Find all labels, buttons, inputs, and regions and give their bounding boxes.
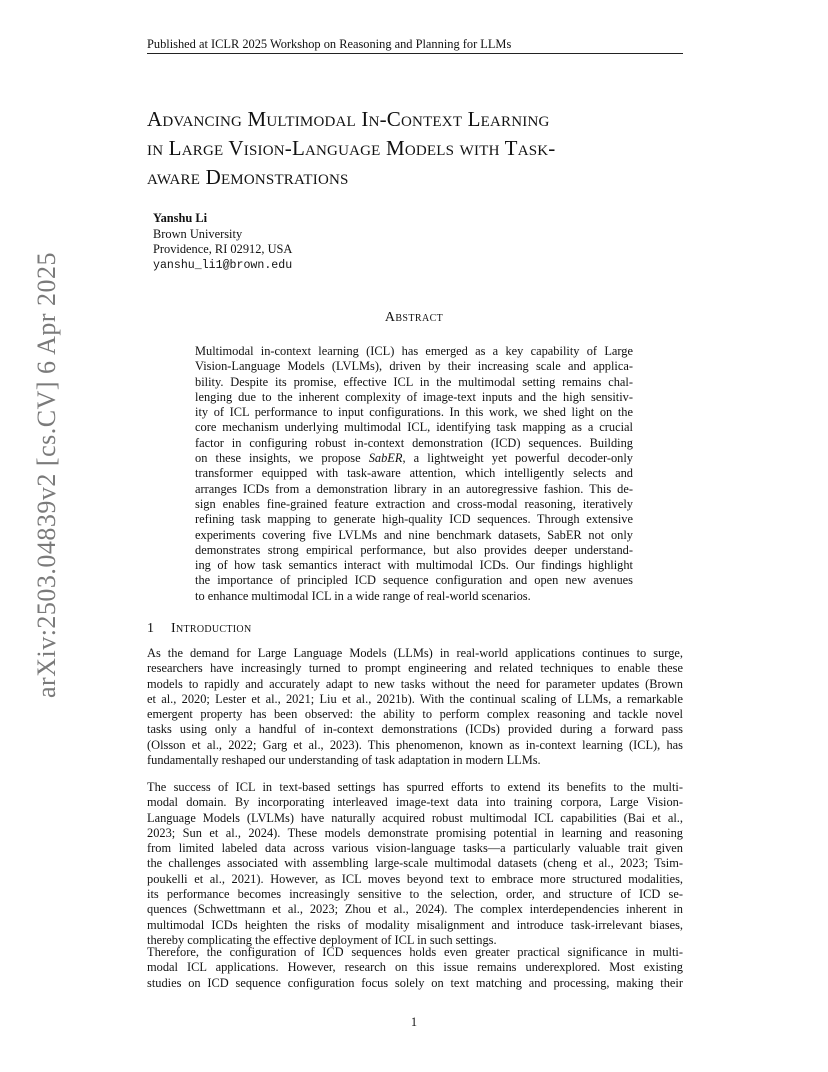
abstract-line: transformer equipped with task-aware attention, which intelligently selects and <box>195 466 633 481</box>
author-block <box>153 211 513 273</box>
body-paragraph <box>147 945 683 991</box>
body-line: multimodal ICDs heighten the risks of modality misalignment and introduce task-irrelevant biases, <box>147 917 683 932</box>
arxiv-identifier: arXiv:2503.04839v2 [cs.CV] 6 Apr 2025 <box>32 251 61 699</box>
section-title: Introduction <box>171 621 252 636</box>
body-line: thereby complicating the effective deployment of ICL in such settings. <box>147 932 497 947</box>
body-line: emergent property has been observed: the ability to perform complex reasoning and tackle novel <box>147 707 683 722</box>
abstract-line: the importance of principled ICD sequence configuration and open new avenues <box>195 573 633 588</box>
abstract-line: refining task mapping to generate high-quality ICD sequences. Through extensive <box>195 512 633 527</box>
abstract-line: experiments covering five LVLMs and nine benchmark datasets, SabER not only <box>195 527 633 542</box>
author-name: Yanshu Li <box>153 211 208 225</box>
model-name-emphasis: SabER <box>368 451 403 466</box>
abstract-text <box>195 344 633 604</box>
body-paragraph <box>147 780 683 948</box>
body-line: researchers have increasingly turned to prompt engineering and related techniques to enable these <box>147 661 683 676</box>
section-number: 1 <box>147 621 155 636</box>
abstract-line: sign enables fine-grained feature extraction and cross-modal reasoning, iteratively <box>195 496 633 511</box>
abstract-heading: Abstract <box>384 310 444 325</box>
body-line: 2023; Sun et al., 2024). These models demonstrate promising potential in learning and reasoning <box>147 825 683 840</box>
header-rule <box>147 53 683 54</box>
abstract-line: on these insights, we propose SabER, a lightweight yet powerful decoder-only <box>195 451 634 466</box>
abstract-line: arranges ICDs from a demonstration library in an autoregressive fashion. This de- <box>195 481 633 496</box>
abstract-line: Multimodal in-context learning (ICL) has emerged as a key capability of Large <box>195 344 633 358</box>
title-line: Advancing Multimodal In-Context Learning <box>147 107 550 131</box>
abstract-line: demonstrates strong empirical performance, but also provides deeper understand- <box>195 542 633 557</box>
abstract-line: to enhance multimodal ICL in a wide range of real-world scenarios. <box>195 588 531 603</box>
abstract-line: bility. Despite its promise, effective ICL in the multimodal setting remains chal- <box>195 374 633 389</box>
body-paragraph <box>147 646 683 768</box>
section-heading <box>147 621 251 637</box>
abstract-line: Vision-Language Models (LVLMs), driven by their increasing scale and applica- <box>195 359 633 374</box>
page-number: 1 <box>410 1015 418 1029</box>
body-line: models to rapidly and accurately adapt to new tasks without the need for parameter updates (Brown <box>147 676 683 691</box>
body-line: modal domain. By incorporating interleaved image-text data into training corpora, Large Vision- <box>147 795 683 810</box>
author-address: Providence, RI 02912, USA <box>153 242 293 256</box>
body-line: Language Models (LVLMs) have naturally acquired robust multimodal ICL capabilities (Bai et al., <box>147 810 683 825</box>
author-email: yanshu_li1@brown.edu <box>153 258 293 272</box>
title-line: aware Demonstrations <box>147 165 349 189</box>
title-line: in Large Vision-Language Models with Task- <box>147 136 556 160</box>
body-line: fundamentally reshaped our understanding of task adaptation in modern LLMs. <box>147 753 541 768</box>
running-header: Published at ICLR 2025 Workshop on Reasoning and Planning for LLMs <box>147 37 512 51</box>
body-line: modal ICL applications. However, research on this issue remains underexplored. Most existing <box>147 960 683 975</box>
body-line: Therefore, the configuration of ICD sequences holds even greater practical significance in multi- <box>147 945 683 959</box>
abstract-line: ing of how task semantics interact with multimodal ICDs. Our findings highlight <box>195 558 633 573</box>
body-line: the challenges associated with assembling large-scale multimodal datasets (cheng et al., 2023; Tsim- <box>147 856 683 871</box>
body-line: studies on ICD sequence configuration focus solely on text matching and processing, making their <box>147 975 683 990</box>
abstract-line: lenging due to the inherent complexity of image-text inputs and the high sensitiv- <box>195 389 633 404</box>
body-line: quences (Schwettmann et al., 2023; Zhou et al., 2024). The complex interdependencies inherent in <box>147 902 683 917</box>
author-affiliation: Brown University <box>153 226 243 241</box>
abstract-line: factor in configuring robust in-context demonstration (ICD) sequences. Building <box>195 435 633 450</box>
body-line: et al., 2020; Lester et al., 2021; Liu et al., 2021b). With the continual scaling of LLMs, a remarkable <box>147 691 683 706</box>
body-line: The success of ICL in text-based settings has spurred efforts to extend its benefits to the multi- <box>147 780 683 794</box>
body-line: poukelli et al., 2021). However, as ICL moves beyond text to embrace more structured modalities, <box>147 871 683 886</box>
body-line: its performance becomes increasingly sensitive to the selection, order, and structure of ICD se- <box>147 887 683 902</box>
body-line: (Olsson et al., 2022; Garg et al., 2023). This phenomenon, known as in-context learning (ICL), has <box>147 737 683 752</box>
body-line: As the demand for Large Language Models (LLMs) in real-world applications continues to surge, <box>147 646 683 660</box>
abstract-line: core mechanism underlying multimodal ICL, identifying task mapping as a crucial <box>195 420 633 435</box>
body-line: tasks using only a handful of in-context demonstrations (ICDs) provided during a forward pass <box>147 722 683 737</box>
body-line: from limited labeled data across various vision-language tasks—a particularly valuable trait given <box>147 841 683 856</box>
abstract-line: ity of ICL performance to input configurations. In this work, we shed light on the <box>195 405 633 420</box>
paper-title <box>147 105 707 192</box>
